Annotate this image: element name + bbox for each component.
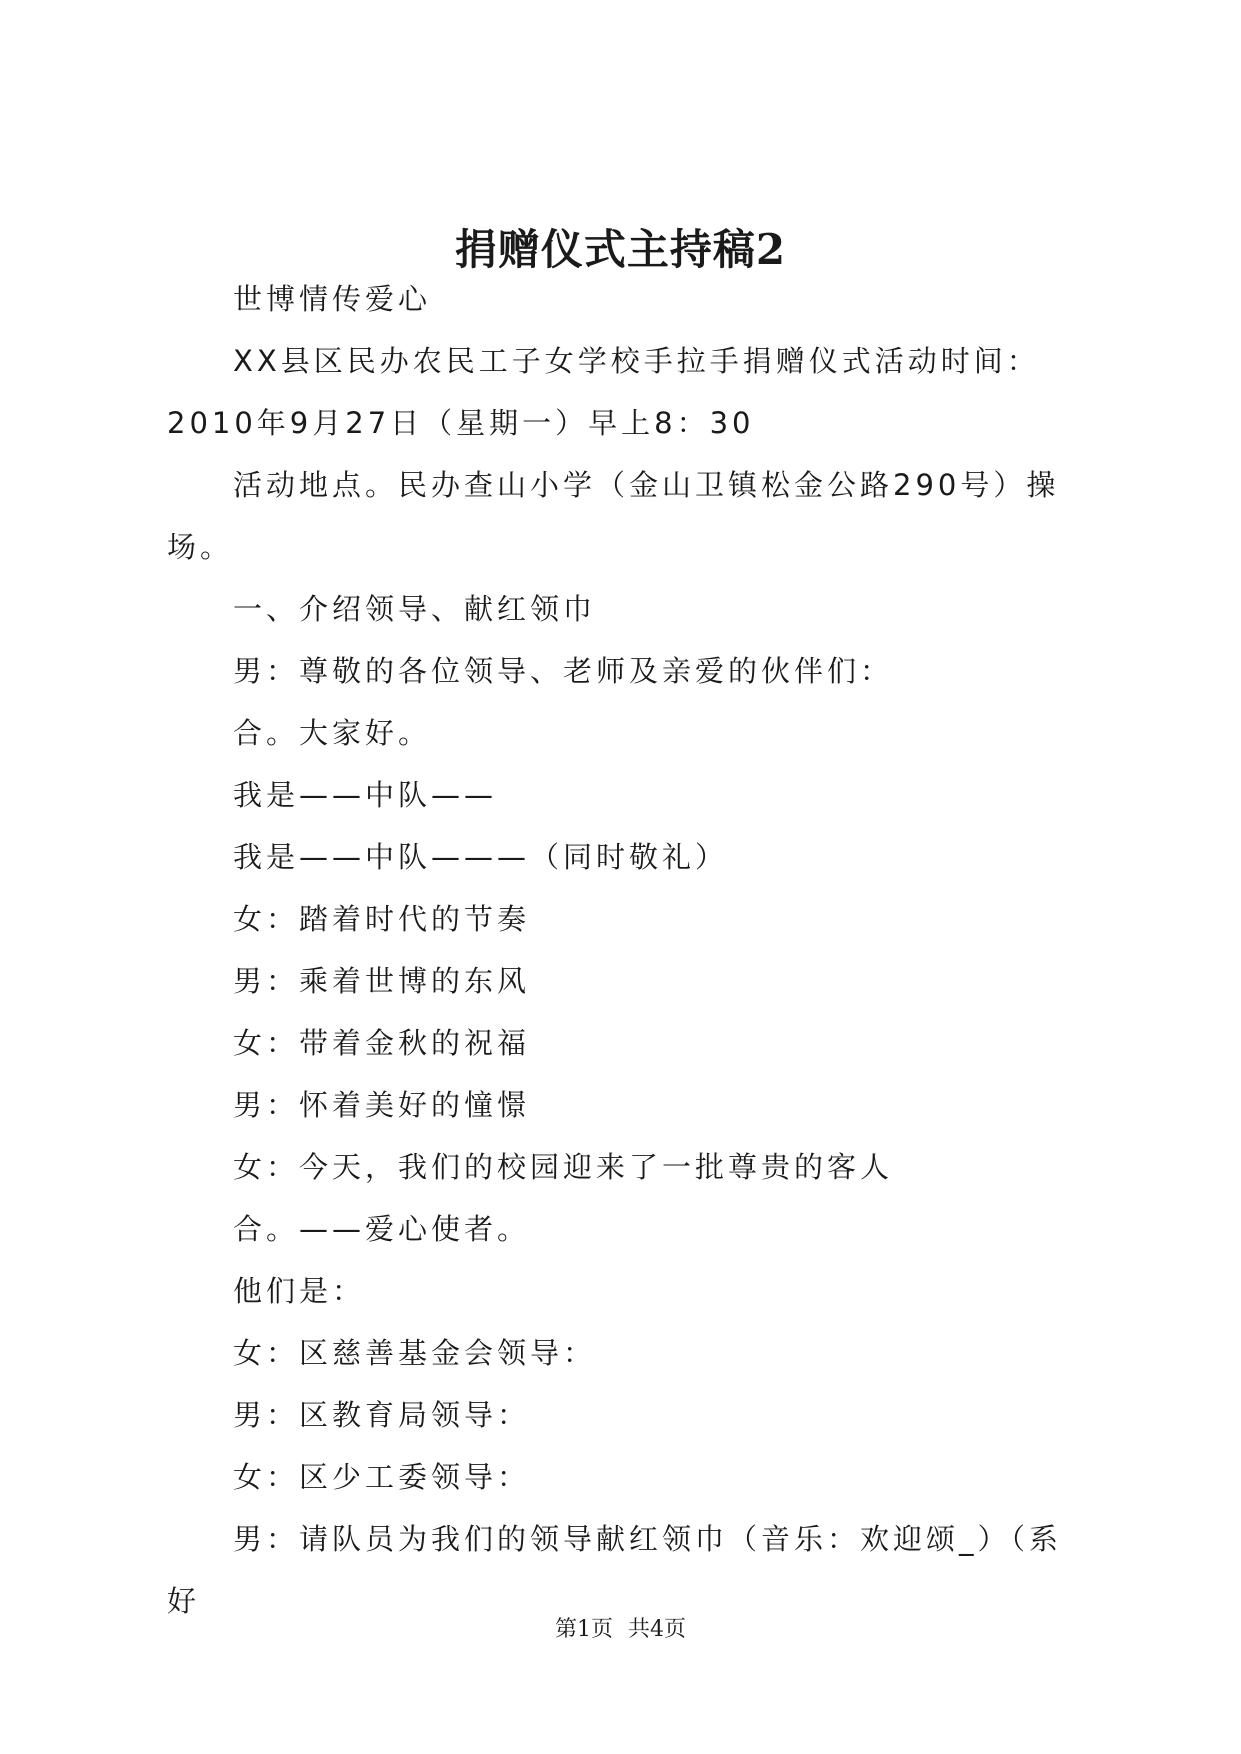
paragraph: 我是——中队———（同时敬礼） — [233, 840, 729, 874]
document-title: 捐赠仪式主持稿2 — [454, 225, 787, 274]
paragraph: 合。——爱心使者。 — [233, 1212, 531, 1246]
paragraph: XX县区民办农民工子女学校手拉手捐赠仪式活动时间：2010年9月27日（星期一）早上8：30 — [167, 344, 1040, 440]
page-number: 第1页 — [555, 1617, 613, 1642]
paragraph: 男：怀着美好的憧憬 — [233, 1088, 531, 1122]
paragraph: 合。大家好。 — [233, 716, 432, 750]
paragraph: 女：区慈善基金会领导： — [233, 1336, 597, 1370]
paragraph: 女：今天，我们的校园迎来了一批尊贵的客人 — [233, 1150, 894, 1184]
paragraph: 我是——中队—— — [233, 778, 498, 812]
paragraph: 女：区少工委领导： — [233, 1460, 531, 1494]
document-body — [167, 268, 1087, 1632]
paragraph: 男：乘着世博的东风 — [233, 964, 531, 998]
paragraph: 女：踏着时代的节奏 — [233, 902, 531, 936]
paragraph: 男：请队员为我们的领导献红领巾（音乐：欢迎颂_）（系好 — [167, 1522, 1063, 1618]
paragraph: 世博情传爱心 — [233, 282, 432, 316]
paragraph: 女：带着金秋的祝福 — [233, 1026, 531, 1060]
paragraph: 男：区教育局领导： — [233, 1398, 531, 1432]
paragraph: 男：尊敬的各位领导、老师及亲爱的伙伴们： — [233, 654, 894, 688]
page-footer — [0, 1615, 1241, 1645]
page-total: 共4页 — [628, 1617, 686, 1642]
paragraph: 活动地点。民办查山小学（金山卫镇松金公路290号）操场。 — [167, 468, 1060, 564]
paragraph: 一、介绍领导、献红领巾 — [233, 592, 597, 626]
paragraph: 他们是： — [233, 1274, 366, 1308]
